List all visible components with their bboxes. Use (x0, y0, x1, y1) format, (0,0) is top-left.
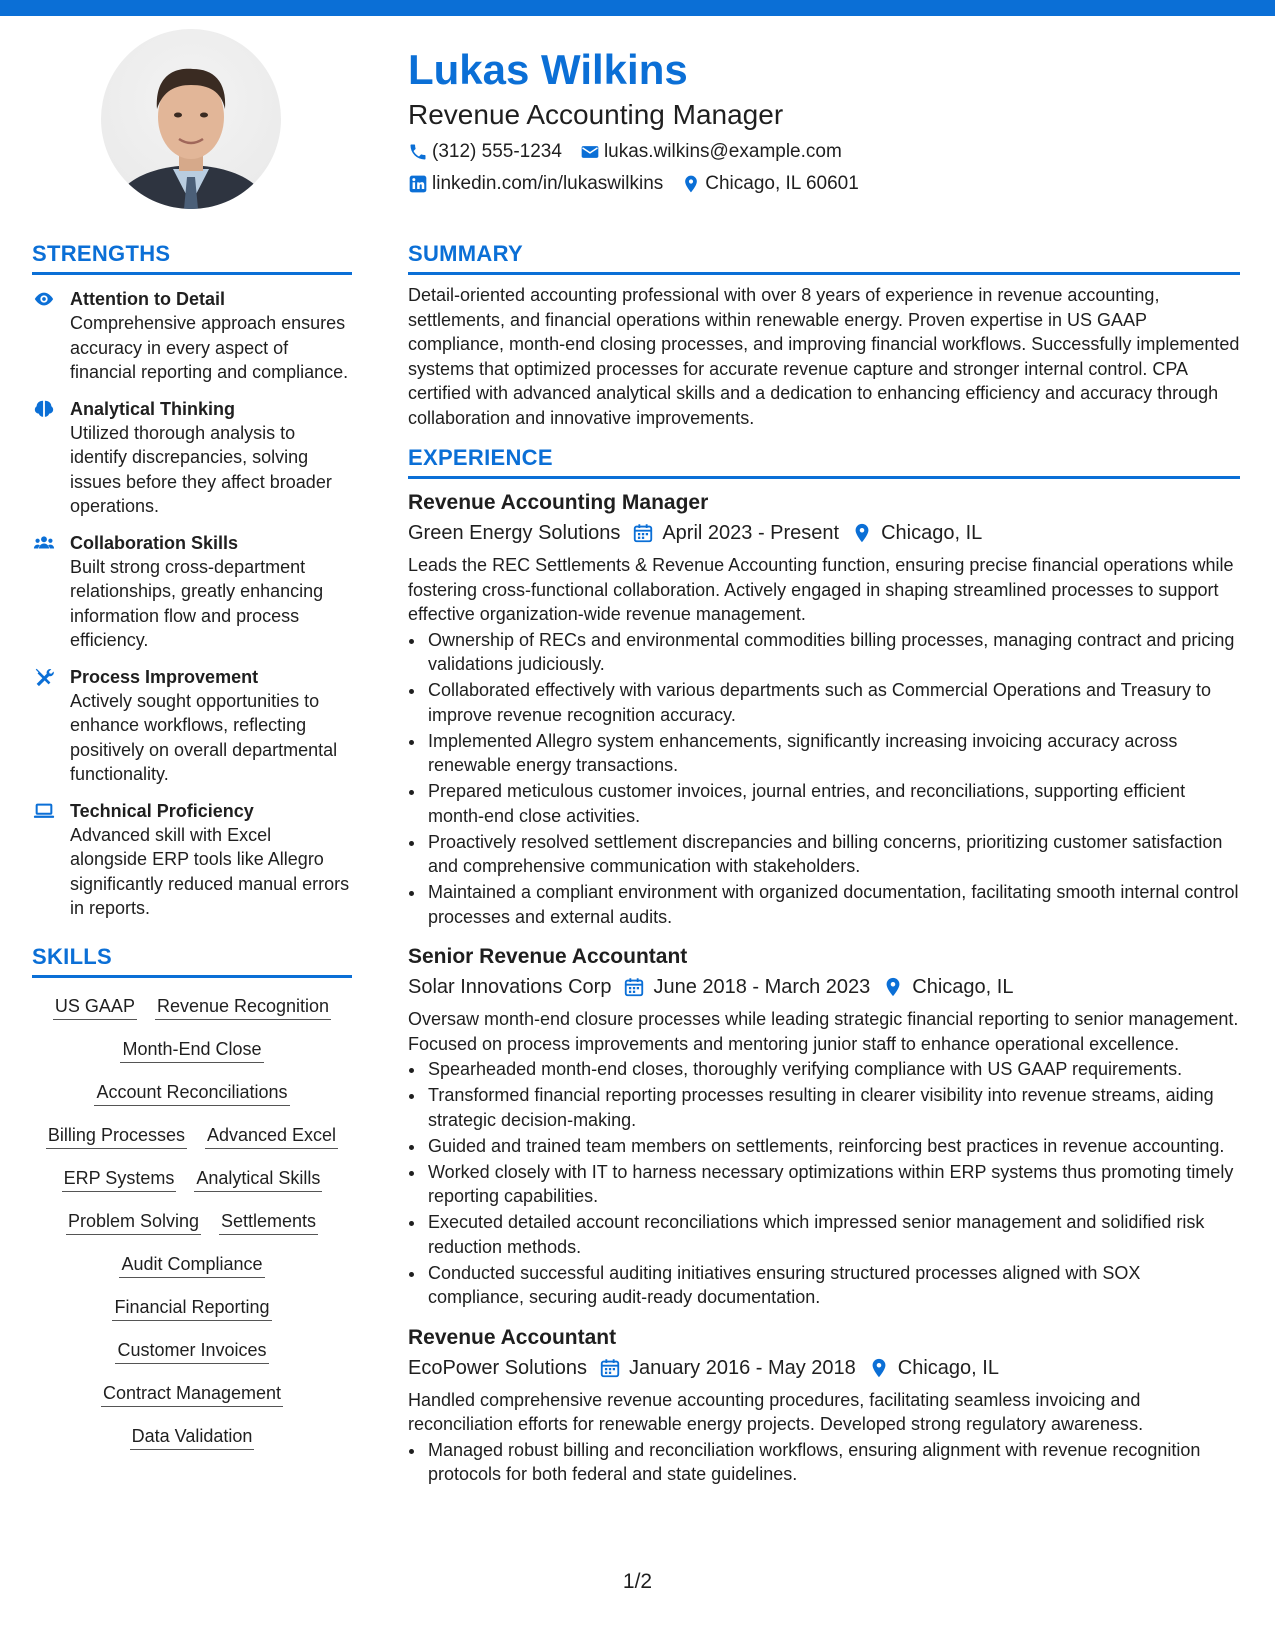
job-meta (408, 519, 1240, 547)
contact-row-1 (408, 140, 1238, 164)
bullet-item: • Collaborated effectively with various departments such as Commercial Operations and Treasury to improve revenue recognition accuracy. (426, 678, 1240, 727)
job-bullets (408, 1438, 1240, 1487)
brain-icon (32, 397, 70, 519)
bullet-item: • Proactively resolved settlement discrepancies and billing concerns, prioritizing customer satisfaction and comprehensive communication with stakeholders. (426, 830, 1240, 879)
left-column (32, 240, 352, 1450)
skill-tag: US GAAP (53, 994, 137, 1020)
bullet-item: • Conducted successful auditing initiatives ensuring structured processes aligned with SOX compliance, securing audit-ready documentation. (426, 1261, 1240, 1310)
job-title: Senior Revenue Accountant (408, 945, 688, 968)
job-dates: June 2018 - March 2023 (653, 976, 871, 998)
phone-contact[interactable] (408, 140, 562, 164)
skill-tag: Contract Management (101, 1381, 283, 1407)
linkedin-icon (408, 174, 428, 194)
page-number: 1/2 (622, 1570, 653, 1593)
top-accent-bar (0, 0, 1275, 16)
job-description: Leads the REC Settlements & Revenue Accounting function, ensuring precise financial operations while fostering cross-functional collaboration. Actively engaged in shaping streamlined processes to support effective organization-wide revenue management. (408, 555, 1234, 624)
skill-tag: Billing Processes (46, 1123, 187, 1149)
summary-text: Detail-oriented accounting professional with over 8 years of experience in revenue accounting, settlements, and financial operations within renewable energy. Proven expertise in US GAAP compliance, month-end closing processes, and improving financial workflows. Successfully implemented systems that optimized processes for accurate revenue capture and stronger internal control. CPA certified with advanced analytical skills and a dedication to enhancing efficiency and accuracy through collaboration and innovative improvements. (408, 285, 1240, 428)
contact-row-2 (408, 172, 1238, 196)
skill-tag: Audit Compliance (119, 1252, 264, 1278)
calendar-icon (632, 522, 654, 544)
linkedin-contact[interactable] (408, 172, 663, 196)
bullet-item: • Managed robust billing and reconciliation workflows, ensuring alignment with revenue recognition protocols for both federal and state guidelines. (426, 1438, 1240, 1487)
skill-tag: Analytical Skills (194, 1166, 322, 1192)
experience-section (408, 444, 1240, 1487)
job-meta (408, 973, 1240, 1001)
people-icon (32, 531, 70, 653)
calendar-icon (599, 1357, 621, 1379)
envelope-icon (580, 142, 600, 162)
strength-item (32, 799, 352, 921)
map-pin-icon (681, 174, 701, 194)
company-name: Green Energy Solutions (408, 522, 621, 544)
skill-tag: Problem Solving (66, 1209, 201, 1235)
location-contact (681, 172, 859, 196)
email-text: lukas.wilkins@example.com (603, 141, 842, 162)
strength-name: Collaboration Skills (70, 532, 239, 553)
skill-tag: Revenue Recognition (155, 994, 331, 1020)
skill-tag: Customer Invoices (115, 1338, 268, 1364)
strength-description: Built strong cross-department relationships, greatly enhancing information flow and process efficiency. (70, 556, 324, 650)
skill-tag: Settlements (219, 1209, 318, 1235)
job-entry (408, 489, 1240, 929)
map-pin-icon (868, 1357, 890, 1379)
summary-heading: SUMMARY (408, 240, 1240, 275)
location-text: Chicago, IL 60601 (705, 173, 859, 194)
profile-photo (101, 29, 281, 209)
resume-header (408, 44, 1238, 196)
job-bullets (408, 628, 1240, 930)
map-pin-icon (851, 522, 873, 544)
strength-name: Analytical Thinking (70, 398, 236, 419)
skill-tag: Data Validation (130, 1424, 255, 1450)
email-contact[interactable] (580, 140, 842, 164)
job-meta (408, 1354, 1240, 1382)
experience-heading: EXPERIENCE (408, 444, 1240, 479)
bullet-item: • Implemented Allegro system enhancements, significantly increasing invoicing accuracy across renewable energy transactions. (426, 729, 1240, 778)
strength-description: Utilized thorough analysis to identify discrepancies, solving issues before they affect broader operations. (70, 422, 332, 516)
strength-name: Technical Proficiency (70, 800, 254, 821)
bullet-item: • Maintained a compliant environment with organized documentation, facilitating smooth internal control processes and external audits. (426, 880, 1240, 929)
strength-name: Attention to Detail (70, 289, 225, 309)
strength-description: Actively sought opportunities to enhance workflows, reflecting positively on overall departmental functionality. (70, 690, 338, 784)
strengths-heading: STRENGTHS (32, 240, 352, 275)
bullet-item: • Spearheaded month-end closes, thoroughly verifying compliance with US GAAP requirements. (426, 1057, 1240, 1082)
tools-icon (32, 665, 70, 787)
bullet-item: • Transformed financial reporting processes resulting in clearer visibility into revenue streams, aiding strategic decision-making. (426, 1083, 1240, 1132)
job-description: Handled comprehensive revenue accounting procedures, facilitating seamless invoicing and reconciliation efforts for renewable energy projects. Developed strong regulatory awareness. (408, 1389, 1144, 1434)
skill-tag: Account Reconciliations (94, 1080, 289, 1106)
bullet-item: • Guided and trained team members on settlements, reinforcing best practices in revenue accounting. (426, 1134, 1240, 1159)
bullet-item: • Executed detailed account reconciliations which impressed senior management and solidified risk reduction methods. (426, 1210, 1240, 1259)
strength-item (32, 531, 352, 653)
job-entry (408, 943, 1240, 1310)
job-dates: January 2016 - May 2018 (628, 1356, 856, 1379)
skills-list (32, 994, 352, 1450)
job-entry (408, 1324, 1240, 1487)
skill-tag: Financial Reporting (112, 1295, 271, 1321)
skill-tag: Month-End Close (120, 1037, 263, 1063)
job-title: Revenue Accountant (408, 1325, 617, 1349)
bullet-item: • Worked closely with IT to harness necessary optimizations within ERP systems thus promoting timely reporting capabilities. (426, 1160, 1240, 1209)
candidate-title: Revenue Accounting Manager (408, 99, 784, 130)
calendar-icon (623, 976, 645, 998)
job-description: Oversaw month-end closure processes while leading strategic financial reporting to senior management. Focused on process improvements and mentoring junior staff to enhance operational excellence. (408, 1009, 1239, 1054)
company-name: Solar Innovations Corp (408, 976, 612, 998)
linkedin-text: linkedin.com/in/lukaswilkins (432, 173, 664, 194)
strength-description: Advanced skill with Excel alongside ERP tools like Allegro significantly reduced manual errors in reports. (70, 824, 350, 918)
skills-heading: SKILLS (32, 943, 352, 978)
job-location: Chicago, IL (881, 522, 983, 544)
bullet-item: • Ownership of RECs and environmental commodities billing processes, managing contract and pricing validations judiciously. (426, 628, 1240, 677)
candidate-name: Lukas Wilkins (408, 46, 688, 93)
job-location: Chicago, IL (897, 1356, 999, 1379)
strength-item (32, 397, 352, 519)
skill-tag: Advanced Excel (205, 1123, 338, 1149)
map-pin-icon (882, 976, 904, 998)
eye-icon (32, 287, 70, 385)
skills-section (32, 943, 352, 1450)
bullet-item: • Prepared meticulous customer invoices, journal entries, and reconciliations, supporting efficient month-end close activities. (426, 779, 1240, 828)
strength-item (32, 665, 352, 787)
job-dates: April 2023 - Present (662, 522, 840, 544)
laptop-icon (32, 799, 70, 921)
job-title: Revenue Accounting Manager (408, 491, 709, 514)
strength-name: Process Improvement (70, 666, 259, 687)
phone-icon (408, 142, 428, 162)
job-location: Chicago, IL (912, 976, 1014, 998)
skill-tag: ERP Systems (62, 1166, 177, 1192)
strength-item (32, 287, 352, 385)
phone-text: (312) 555-1234 (432, 141, 562, 162)
company-name: EcoPower Solutions (408, 1356, 587, 1379)
strength-description: Comprehensive approach ensures accuracy in every aspect of financial reporting and compliance. (70, 313, 349, 382)
right-column (408, 240, 1240, 1487)
job-bullets (408, 1057, 1240, 1310)
